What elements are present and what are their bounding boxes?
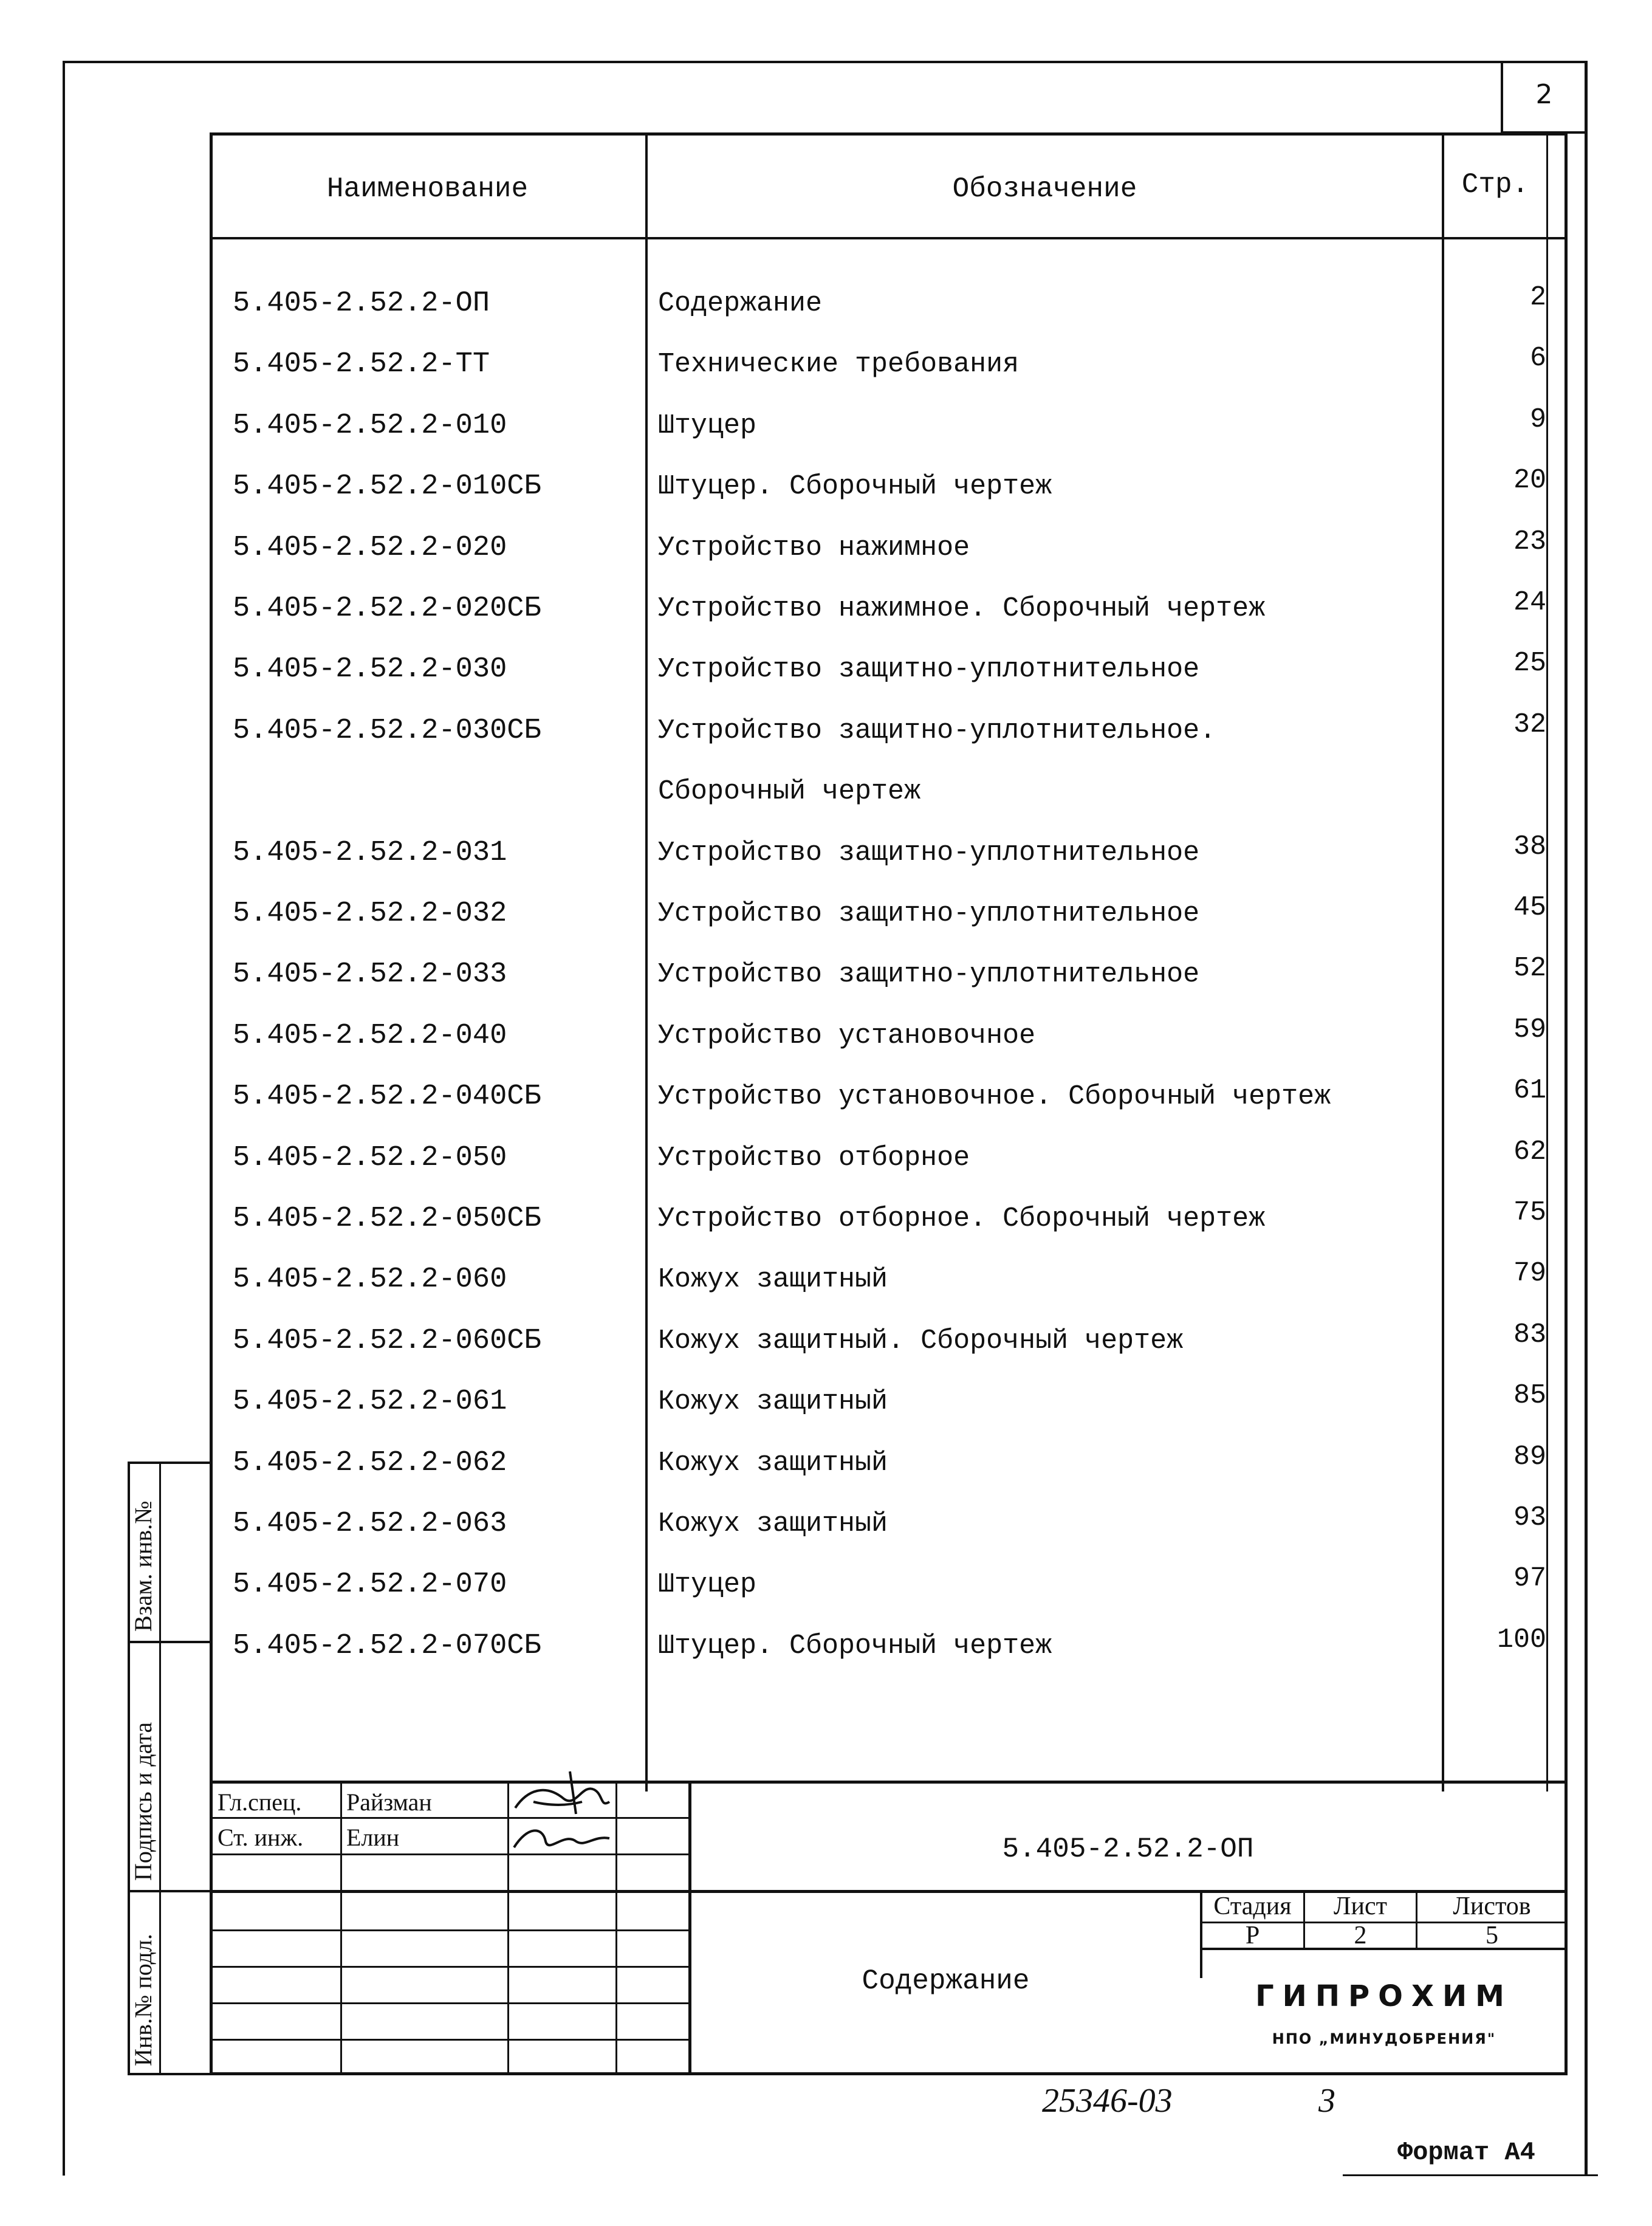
row-title: Устройство защитно-уплотнительное.	[658, 715, 1216, 746]
row-title: Устройство защитно-уплотнительное	[658, 837, 1200, 868]
table-row	[0, 648, 1546, 712]
row-code: 5.405-2.52.2-040СБ	[233, 1080, 541, 1113]
row-code: 5.405-2.52.2-ТТ	[233, 348, 490, 380]
tb-hline-1	[210, 1817, 690, 1819]
row-page: 83	[1513, 1319, 1546, 1350]
tb-org-name: ГИПРОХИМ	[1255, 1979, 1513, 2013]
side-stamp-interchange: Взам. инв.№	[129, 1500, 157, 1632]
row-title: Устройство защитно-уплотнительное	[658, 654, 1200, 685]
header-name: Наименование	[326, 173, 529, 205]
signature-elin	[509, 1820, 615, 1857]
header-designation: Обозначение	[952, 173, 1137, 205]
row-page: 89	[1513, 1441, 1546, 1472]
row-page: 97	[1513, 1563, 1546, 1594]
row-page: 79	[1513, 1258, 1546, 1289]
row-code: 5.405-2.52.2-070СБ	[233, 1630, 541, 1662]
row-page: 25	[1513, 648, 1546, 679]
side-stamp-divider-2	[128, 1890, 213, 1892]
table-row	[0, 1258, 1546, 1322]
row-page: 100	[1496, 1624, 1546, 1655]
row-code: 5.405-2.52.2-063	[233, 1508, 507, 1540]
row-page: 9	[1529, 404, 1546, 435]
row-page: 62	[1513, 1136, 1546, 1167]
row-page: 52	[1513, 953, 1546, 984]
archive-page: 3	[1318, 2082, 1335, 2120]
row-code: 5.405-2.52.2-060	[233, 1263, 507, 1296]
table-row	[0, 526, 1546, 591]
row-code: 5.405-2.52.2-061	[233, 1386, 507, 1418]
tb-org-sub: НПО „МИНУДОБРЕНИЯ"	[1272, 2030, 1496, 2047]
row-page: 59	[1513, 1014, 1546, 1045]
tb-sheet-label: Лист	[1334, 1892, 1387, 1920]
row-title: Устройство отборное. Сборочный чертеж	[658, 1203, 1266, 1234]
row-title: Устройство установочное. Сборочный чертеж	[658, 1081, 1331, 1112]
tb-hline-7	[210, 2039, 690, 2041]
row-page: 75	[1513, 1197, 1546, 1228]
archive-number: 25346-03	[1042, 2082, 1173, 2120]
table-row	[0, 1319, 1546, 1384]
format-underline	[1343, 2174, 1598, 2176]
tb-sheets-label: Листов	[1453, 1892, 1531, 1920]
row-code: 5.405-2.52.2-010СБ	[233, 470, 541, 503]
header-page: Стр.	[1461, 169, 1529, 201]
table-row	[0, 465, 1546, 529]
sheet-number: 2	[1535, 79, 1553, 110]
row-code: 5.405-2.52.2-032	[233, 898, 507, 930]
table-row	[0, 1380, 1546, 1444]
row-title: Устройство установочное	[658, 1020, 1036, 1051]
tb-hline-6	[210, 2002, 690, 2004]
tb-sheets-value: 5	[1486, 1922, 1498, 1949]
row-page: 85	[1513, 1380, 1546, 1411]
row-title: Сборочный чертеж	[658, 776, 921, 807]
row-title: Содержание	[658, 288, 823, 319]
row-page: 24	[1513, 587, 1546, 618]
row-title: Штуцер. Сборочный чертеж	[658, 1630, 1052, 1661]
row-title: Устройство нажимное. Сборочный чертеж	[658, 593, 1266, 624]
row-page: 20	[1513, 465, 1546, 496]
row-title: Штуцер	[658, 410, 757, 441]
row-page: 6	[1529, 343, 1546, 374]
tb-document-title: Содержание	[862, 1965, 1030, 1997]
table-row	[0, 1014, 1546, 1079]
side-stamp-inv-orig: Инв.№ подл.	[129, 1934, 157, 2066]
row-page: 61	[1513, 1075, 1546, 1106]
table-row	[0, 282, 1546, 346]
tb-name-1: Райзман	[346, 1788, 432, 1816]
tb-role-2: Ст. инж.	[218, 1824, 304, 1851]
row-page: 45	[1513, 892, 1546, 923]
tb-hline-2	[210, 1853, 690, 1855]
row-title: Технические требования	[658, 349, 1020, 380]
tb-vline-roles	[340, 1781, 342, 2075]
table-row	[0, 1136, 1546, 1201]
signature-raizman	[509, 1765, 615, 1820]
row-code: 5.405-2.52.2-020	[233, 532, 507, 564]
row-code: 5.405-2.52.2-040	[233, 1020, 507, 1052]
row-title: Кожух защитный	[658, 1448, 888, 1479]
row-code: 5.405-2.52.2-050	[233, 1142, 507, 1174]
format-label: Формат А4	[1397, 2138, 1535, 2167]
row-code: 5.405-2.52.2-070	[233, 1568, 507, 1601]
table-row	[0, 343, 1546, 407]
row-code: 5.405-2.52.2-030	[233, 653, 507, 685]
table-row	[0, 1197, 1546, 1262]
row-code: 5.405-2.52.2-ОП	[233, 287, 490, 320]
row-title: Кожух защитный	[658, 1386, 888, 1417]
row-page: 93	[1513, 1502, 1546, 1533]
table-row	[0, 774, 1215, 834]
tb-document-code: 5.405-2.52.2-ОП	[1002, 1833, 1254, 1865]
row-code: 5.405-2.52.2-030СБ	[233, 715, 541, 747]
table-row	[0, 953, 1546, 1017]
tb-vline-date	[688, 1781, 691, 2075]
row-title: Устройство отборное	[658, 1142, 970, 1173]
table-row	[0, 404, 1546, 469]
side-stamp-sign-date: Подпись и дата	[129, 1722, 157, 1881]
row-code: 5.405-2.52.2-050СБ	[233, 1203, 541, 1235]
row-page: 2	[1529, 282, 1546, 313]
row-title: Кожух защитный. Сборочный чертеж	[658, 1325, 1184, 1356]
tb-vline-sign	[615, 1781, 617, 2075]
row-code: 5.405-2.52.2-020СБ	[233, 593, 541, 625]
tb-stage-label: Стадия	[1213, 1892, 1292, 1920]
row-page: 32	[1513, 709, 1546, 740]
table-row	[0, 709, 1546, 774]
row-code: 5.405-2.52.2-033	[233, 958, 507, 991]
tb-stage-value: Р	[1245, 1922, 1260, 1949]
row-title: Устройство защитно-уплотнительное	[658, 959, 1200, 990]
row-code: 5.405-2.52.2-010	[233, 410, 507, 442]
side-stamp-inner-line	[159, 1462, 161, 2075]
row-title: Штуцер	[658, 1569, 757, 1600]
tb-role-1: Гл.спец.	[218, 1788, 302, 1816]
row-code: 5.405-2.52.2-060СБ	[233, 1325, 541, 1357]
row-code: 5.405-2.52.2-031	[233, 837, 507, 869]
table-row	[0, 892, 1546, 957]
row-title: Устройство нажимное	[658, 532, 970, 563]
row-title: Кожух защитный	[658, 1508, 888, 1539]
tb-hline-5	[210, 1966, 690, 1968]
table-row	[0, 587, 1546, 651]
table-row	[0, 831, 1546, 896]
tb-hline-4	[210, 1929, 690, 1931]
tb-name-2: Елин	[346, 1824, 400, 1851]
tb-sheet-value: 2	[1354, 1922, 1367, 1949]
row-title: Кожух защитный	[658, 1264, 888, 1295]
row-page: 38	[1513, 831, 1546, 862]
row-title: Штуцер. Сборочный чертеж	[658, 471, 1052, 502]
table-row	[0, 1075, 1546, 1139]
side-stamp-divider-1	[128, 1641, 213, 1643]
row-code: 5.405-2.52.2-062	[233, 1447, 507, 1479]
row-page: 23	[1513, 526, 1546, 557]
row-title: Устройство защитно-уплотнительное	[658, 898, 1200, 929]
